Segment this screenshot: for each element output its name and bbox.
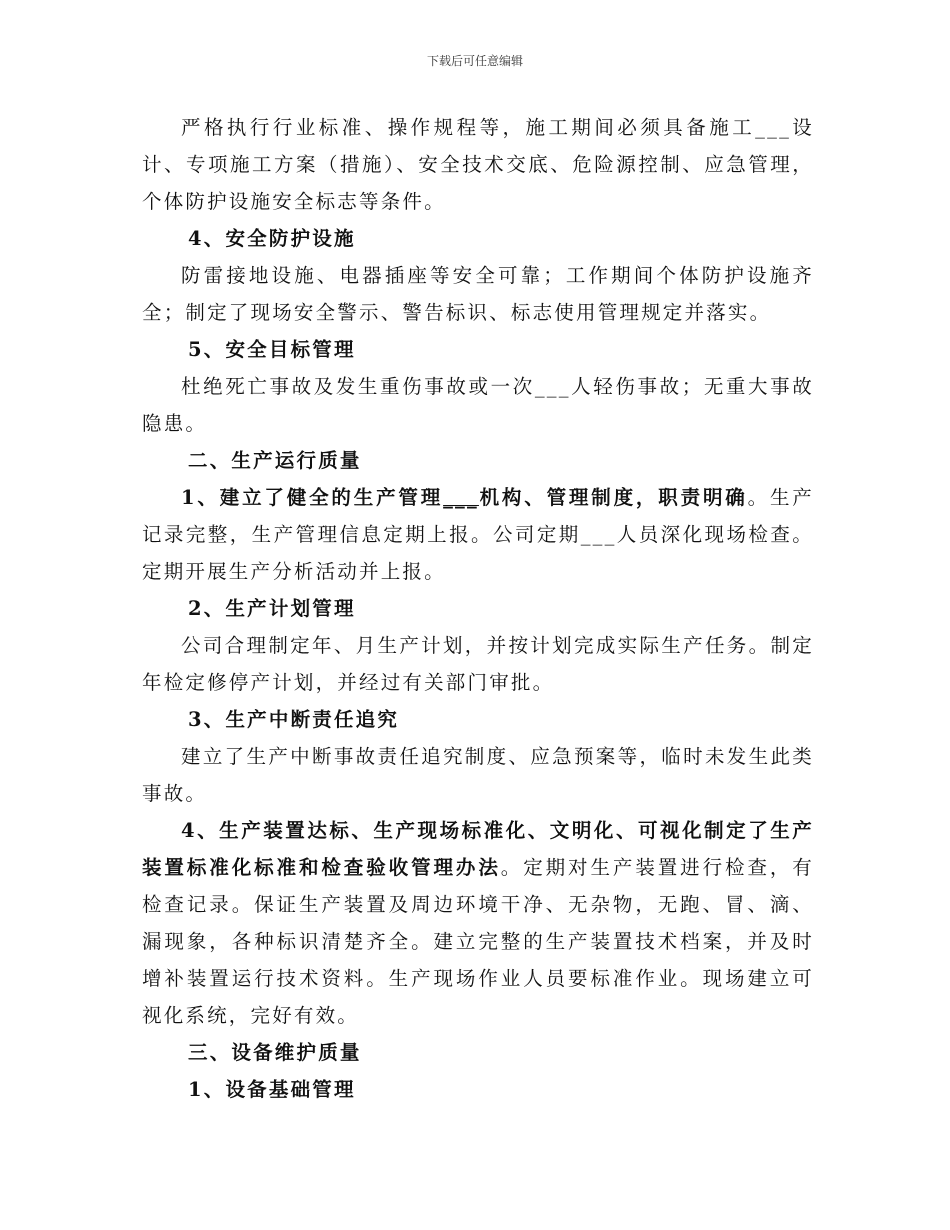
heading-equipment-basic-management: 1、设备基础管理 bbox=[188, 1078, 356, 1101]
heading-safety-facilities: 4、安全防护设施 bbox=[188, 227, 356, 250]
paragraph-production-management-bold-b: 机构、管理制度，职责明确 bbox=[478, 486, 748, 509]
paragraph-safety-goals: 杜绝死亡事故及发生重伤事故或一次___人轻伤事故；无重大事故隐患。 bbox=[142, 375, 814, 435]
paragraph-construction-standards: 严格执行行业标准、操作规程等，施工期间必须具备施工___设计、专项施工方案（措施）、安全技术交底、危险源控制、应急管理，个体防护设施安全标志等条件。 bbox=[142, 116, 814, 213]
paragraph-production-management-blank: ___ bbox=[443, 486, 479, 509]
paragraph-device-standardization-rest: 。定期对生产装置进行检查，有检查记录。保证生产装置及周边环境干净、无杂物，无跑、冒、滴、漏现象，各种标识清楚齐全。建立完整的生产装置技术档案，并及时增补装置运行技术资料。生产现场作业人员要标准作业。现场建立可视化系统，完好有效。 bbox=[142, 856, 814, 1027]
page-header: 下载后可任意编辑 bbox=[426, 54, 523, 68]
heading-production-interruption: 3、生产中断责任追究 bbox=[188, 708, 400, 731]
heading-safety-goals: 5、安全目标管理 bbox=[188, 338, 356, 361]
heading-production-plan: 2、生产计划管理 bbox=[188, 597, 356, 620]
heading-section-production-quality: 二、生产运行质量 bbox=[188, 449, 362, 472]
heading-section-equipment-maintenance: 三、设备维护质量 bbox=[188, 1041, 362, 1064]
paragraph-production-management bbox=[142, 479, 814, 590]
document-body bbox=[142, 109, 814, 1108]
paragraph-device-standardization-bold: 4、生产装置达标、生产现场标准化、文明化、可视化制定了生产装置标准化标准和检查验收管理办法 bbox=[142, 819, 814, 879]
paragraph-device-standardization bbox=[142, 812, 814, 1034]
paragraph-production-management-bold-a: 1、建立了健全的生产管理 bbox=[181, 486, 444, 509]
paragraph-safety-facilities: 防雷接地设施、电器插座等安全可靠；工作期间个体防护设施齐全；制定了现场安全警示、警告标识、标志使用管理规定并落实。 bbox=[142, 264, 814, 324]
paragraph-production-interruption: 建立了生产中断事故责任追究制度、应急预案等，临时未发生此类事故。 bbox=[142, 745, 814, 805]
paragraph-production-plan: 公司合理制定年、月生产计划，并按计划完成实际生产任务。制定年检定修停产计划，并经过有关部门审批。 bbox=[142, 634, 814, 694]
paragraph-production-management-rest: 。生产记录完整，生产管理信息定期上报。公司定期___人员深化现场检查。定期开展生产分析活动并上报。 bbox=[142, 486, 814, 583]
